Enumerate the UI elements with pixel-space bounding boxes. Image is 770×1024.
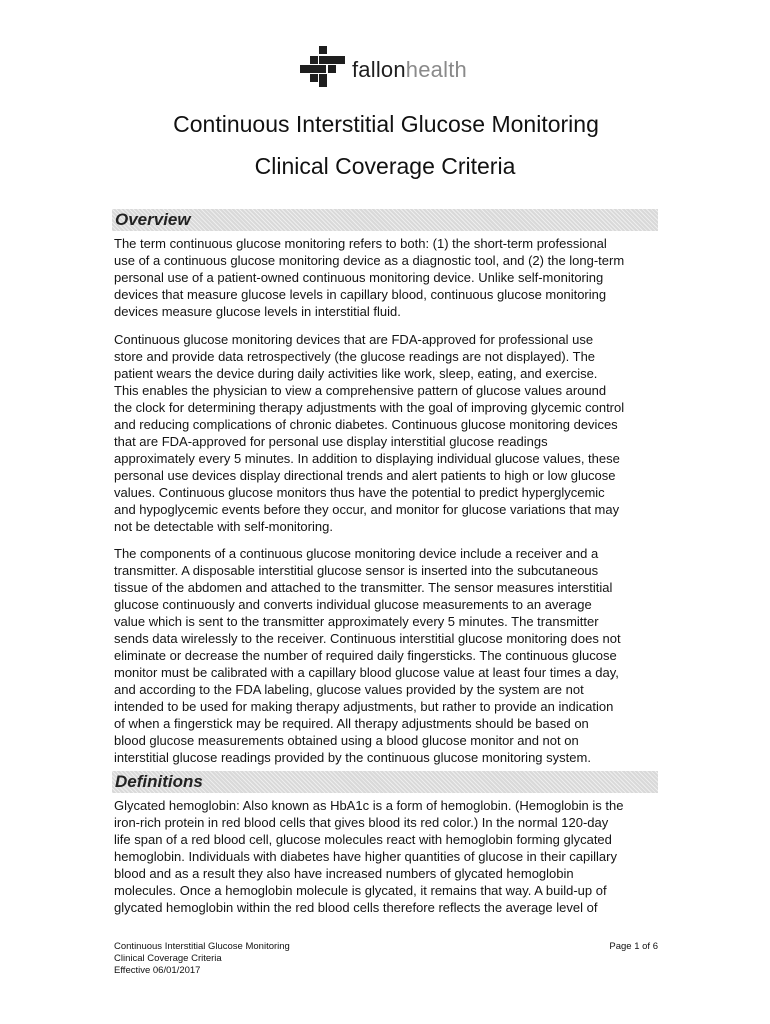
footer-effective-date: Effective 06/01/2017 xyxy=(114,965,201,976)
document-subtitle: Clinical Coverage Criteria xyxy=(254,153,516,179)
footer-document-info xyxy=(114,941,290,977)
footer-page-number: Page 1 of 6 xyxy=(609,941,658,952)
definitions-section-header xyxy=(112,771,658,793)
overview-paragraph-3: The components of a continuous glucose monitoring device include a receiver and a transmitter. A disposable interstitial glucose sensor is inserted into the subcutaneous tissue of the abdomen and attached to the transmitter. The sensor measures interstitial glucose continuously and converts individual glucose measurements to an average value which is sent to the transmitter approximately every 5 minutes. The transmitter sends data wirelessly to the receiver. Continuous interstitial glucose monitoring does not eliminate or decrease the number of required daily fingersticks. The continuous glucose monitor must be calibrated with a capillary blood glucose value at least four times a day, and according to the FDA labeling, glucose values provided by the system are not intended to be used for making therapy adjustments, but rather to provide an indication of when a fingerstick may be required. All therapy adjustments should be based on blood glucose measurements obtained using a blood glucose monitor and not on interstitial glucose readings provided by the continuous glucose monitoring system. xyxy=(114,546,621,765)
definitions-paragraph-1: Glycated hemoglobin: Also known as HbA1c is a form of hemoglobin. (Hemoglobin is the iron-rich protein in red blood cells that gives blood its red color.) In the normal 120-day life span of a red blood cell, glucose molecules react with hemoglobin forming glycated hemoglobin. Individuals with diabetes have higher quantities of glucose in their capillary blood and as a result they also have increased numbers of glycated hemoglobin molecules. Once a hemoglobin molecule is glycated, it remains that way. A build-up of glycated hemoglobin within the red blood cells therefore reflects the average level of xyxy=(114,798,624,915)
document-title: Continuous Interstitial Glucose Monitoring xyxy=(173,111,599,137)
fallon-health-logo-mark-icon xyxy=(300,46,346,88)
logo-wordmark xyxy=(352,59,467,81)
overview-section-header xyxy=(112,209,658,231)
footer-doc-title: Continuous Interstitial Glucose Monitoring xyxy=(114,941,290,952)
logo-wordmark-health: health xyxy=(405,57,467,82)
overview-paragraph-1: The term continuous glucose monitoring refers to both: (1) the short-term professional use of a continuous glucose monitoring device as a diagnostic tool, and (2) the long-term personal use of a patient-owned continuous monitoring device. Unlike self-monitoring devices that measure glucose levels in capillary blood, continuous glucose monitoring devices measure glucose levels in interstitial fluid. xyxy=(114,236,625,319)
fallon-health-logo xyxy=(300,46,467,88)
footer-doc-subtitle: Clinical Coverage Criteria xyxy=(114,953,222,964)
logo-wordmark-fallon: fallon xyxy=(352,57,406,82)
definitions-heading: Definitions xyxy=(115,772,203,791)
overview-heading: Overview xyxy=(115,210,191,229)
overview-paragraph-2: Continuous glucose monitoring devices that are FDA-approved for professional use store and provide data retrospectively (the glucose readings are not displayed). The patient wears the device during daily activities like work, sleep, eating, and exercise. This enables the physician to view a comprehensive pattern of glucose values around the clock for determining therapy adjustments with the goal of improving glycemic control and reducing complications of chronic diabetes. Continuous glucose monitoring devices that are FDA-approved for personal use display interstitial glucose readings approximately every 5 minutes. In addition to displaying individual glucose values, these personal use devices display directional trends and alert patients to high or low glucose values. Continuous glucose monitors thus have the potential to predict hyperglycemic and hypoglycemic events before they occur, and monitor for glucose variations that may not be detectable with self-monitoring. xyxy=(114,332,625,534)
